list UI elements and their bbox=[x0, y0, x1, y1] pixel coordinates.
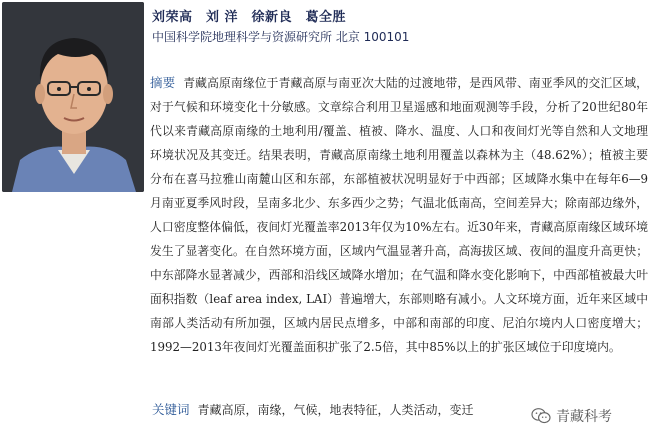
keywords-text: 青藏高原，南缘，气候，地表特征，人类活动，变迁 bbox=[197, 403, 474, 417]
authors: 刘荣高 刘 洋 徐新良 葛全胜 bbox=[152, 10, 347, 25]
abstract bbox=[150, 71, 648, 359]
affiliation: 中国科学院地理科学与资源研究所 北京 100101 bbox=[152, 30, 410, 44]
watermark bbox=[527, 404, 616, 428]
abstract-label: 摘要 bbox=[150, 75, 176, 90]
keywords bbox=[152, 400, 474, 418]
portrait-image bbox=[2, 2, 144, 192]
abstract-text: 青藏高原南缘位于青藏高原与南亚次大陆的过渡地带，是西风带、南亚季风的交汇区域，对于气候和环境变化十分敏感。文章综合利用卫星遥感和地面观测等手段，分析了20世纪80年代以来青藏高原南缘的土地利用/覆盖、植被、降水、温度、人口和夜间灯光等自然和人文地理环境状况及其变迁。结果表明，青藏高原南缘土地利用覆盖以森林为主（48.62%）；植被主要分布在喜马拉雅山南麓山区和东部，东部植被状况明显好于中西部；区域降水集中在每年6—9月南亚夏季风时段，呈南多北少、东多西少之势；气温北低南高，空间差异大；除南部边缘外，人口密度整体偏低，夜间灯光覆盖率2013年仅为10%左右。近30年来，青藏高原南缘区域环境发生了显著变化。在自然环境方面，区域内气温显著升高，高海拔区域、夜间的温度升高更快；中东部降水显著减少，西部和沿线区域降水增加；在气温和降水变化影响下，中西部植被最大叶面积指数（leaf area index, LAI）普遍增大，东部则略有减小。人文环境方面，近年来区域中南部人类活动有所加强，区域内居民点增多，中部和南部的印度、尼泊尔境内人口密度增大；1992—2013年夜间灯光覆盖面积扩张了2.5倍，其中85%以上的扩张区域位于印度境内。 bbox=[150, 76, 648, 354]
watermark-text: 青藏科考 bbox=[556, 409, 612, 425]
keywords-label: 关键词 bbox=[152, 402, 190, 417]
author-photo bbox=[2, 2, 144, 192]
wechat-icon bbox=[531, 407, 551, 425]
